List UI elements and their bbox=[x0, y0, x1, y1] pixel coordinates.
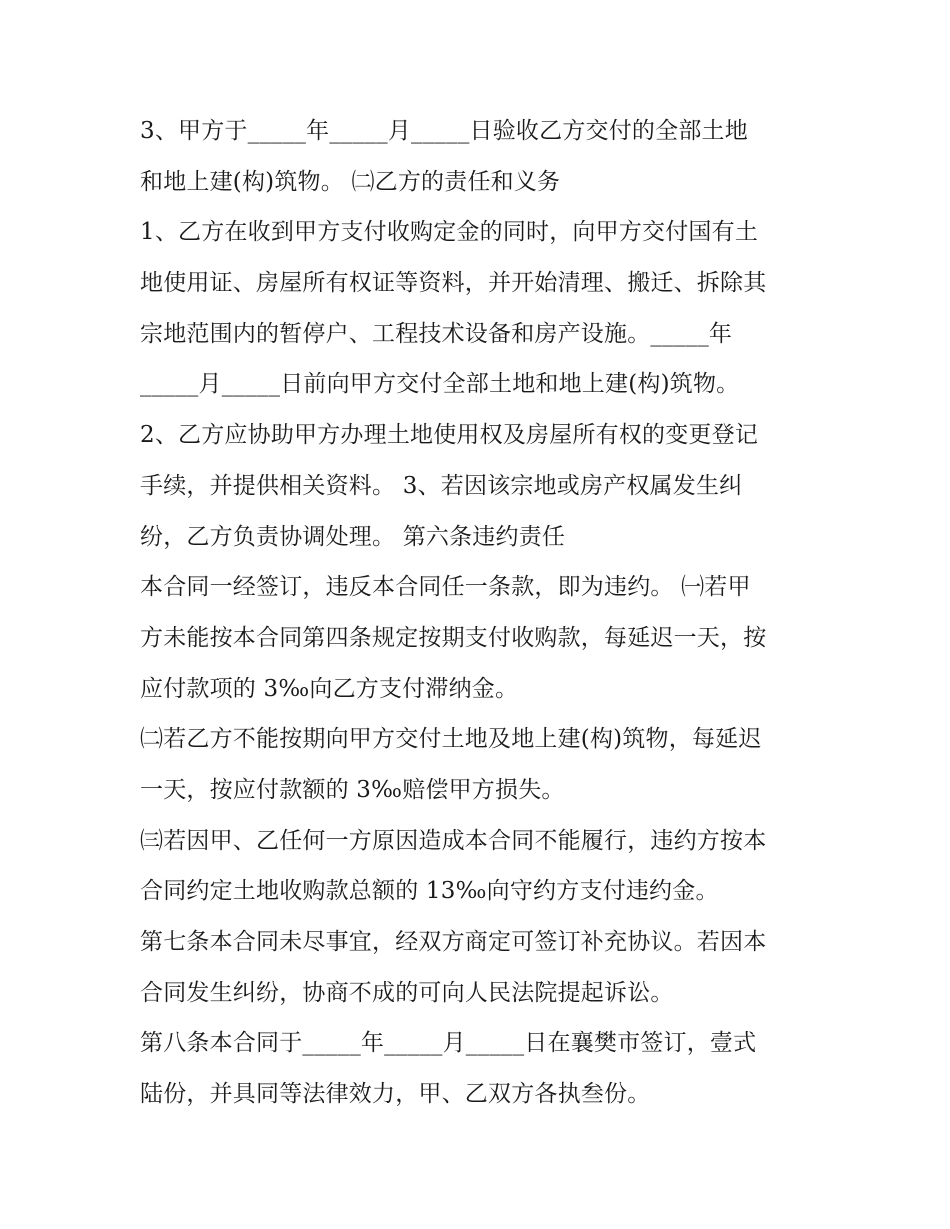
document-body bbox=[140, 106, 820, 1120]
text-line: 第八条本合同于_____年_____月_____日在襄樊市签订，壹式 bbox=[140, 1030, 757, 1057]
text-line: 应付款项的 3‰向乙方支付滞纳金。 bbox=[140, 675, 519, 702]
text-line: 纷，乙方负责协调处理。 第六条违约责任 bbox=[140, 523, 566, 550]
text-line: 2、乙方应协助甲方办理土地使用权及房屋所有权的变更登记 bbox=[140, 422, 759, 449]
text-line: 第七条本合同未尽事宜，经双方商定可签订补充协议。若因本 bbox=[140, 929, 767, 955]
text-line: 陆份，并具同等法律效力，甲、乙双方各执叁份。 bbox=[140, 1081, 651, 1108]
text-line: 宗地范围内的暂停户、工程技术设备和房产设施。_____年 bbox=[140, 320, 733, 347]
text-line: 一天，按应付款额的 3‰赔偿甲方损失。 bbox=[140, 776, 565, 803]
text-line: 合同约定土地收购款总额的 13‰向守约方支付违约金。 bbox=[140, 878, 719, 905]
text-line: 地使用证、房屋所有权证等资料，并开始清理、搬迁、拆除其 bbox=[140, 270, 767, 297]
text-line: 方未能按本合同第四条规定按期支付收购款，每延迟一天，按 bbox=[140, 624, 767, 651]
text-line: 和地上建(构)筑物。 ㈡乙方的责任和义务 bbox=[140, 168, 561, 195]
text-line: _____月_____日前向甲方交付全部土地和地上建(构)筑物。 bbox=[140, 371, 740, 398]
text-line: ㈡若乙方不能按期向甲方交付土地及地上建(构)筑物，每延迟 bbox=[140, 726, 762, 753]
text-line: 本合同一经签订，违反本合同任一条款，即为违约。 ㈠若甲 bbox=[140, 574, 751, 601]
text-line: 合同发生纠纷，协商不成的可向人民法院提起诉讼。 bbox=[140, 979, 674, 1006]
text-line: 3、甲方于_____年_____月_____日验收乙方交付的全部土地 bbox=[140, 118, 748, 144]
text-line: 手续，并提供相关资料。 3、若因该宗地或房产权属发生纠 bbox=[140, 472, 743, 499]
text-line: ㈢若因甲、乙任何一方原因造成本合同不能履行，违约方按本 bbox=[140, 827, 767, 854]
text-line: 1、乙方在收到甲方支付收购定金的同时，向甲方交付国有土 bbox=[140, 219, 759, 246]
